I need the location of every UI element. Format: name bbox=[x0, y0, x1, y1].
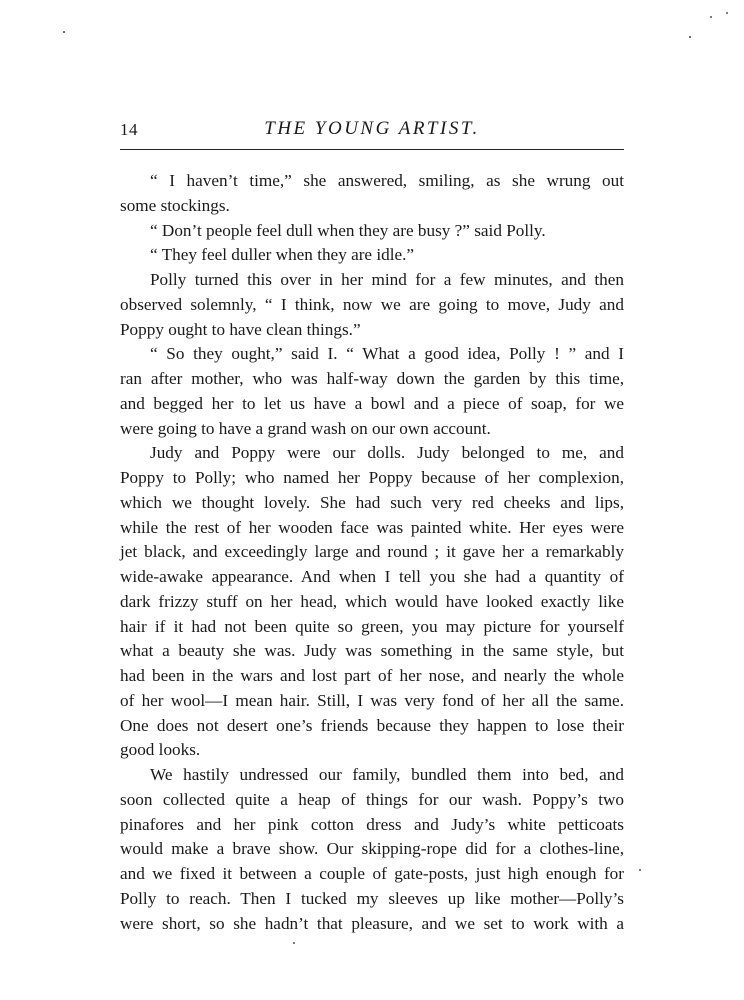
text-line: good looks. bbox=[120, 740, 201, 760]
scan-speck bbox=[293, 942, 295, 944]
text-line: hair if it had not been quite so green, you may picture for yourself bbox=[120, 616, 624, 636]
text-line: We hastily undressed our family, bundled them into bed, and bbox=[150, 765, 624, 784]
text-line: observed solemnly, “ I think, now we are going to move, Judy and bbox=[120, 294, 624, 314]
text-line: Poppy ought to have clean things.” bbox=[120, 319, 361, 339]
scan-speck bbox=[726, 12, 728, 14]
text-line: while the rest of her wooden face was painted white. Her eyes were bbox=[120, 517, 624, 537]
text-line: pinafores and her pink cotton dress and Judy’s white petticoats bbox=[120, 814, 624, 834]
text-line: were short, so she hadn’t that pleasure, and we set to work with a bbox=[120, 913, 624, 933]
body-text bbox=[120, 169, 624, 936]
text-line: some stockings. bbox=[120, 195, 230, 215]
text-line: “ They feel duller when they are idle.” bbox=[150, 245, 415, 265]
text-line: soon collected quite a heap of things for our wash. Poppy’s two bbox=[120, 789, 624, 809]
text-line: ran after mother, who was half-way down the garden by this time, bbox=[120, 369, 624, 388]
page-header bbox=[120, 116, 624, 150]
text-line: and we fixed it between a couple of gate-posts, just high enough for bbox=[120, 864, 624, 883]
text-line: “ So they ought,” said I. “ What a good idea, Polly ! ” and I bbox=[150, 344, 624, 364]
text-line: jet black, and exceedingly large and round ; it gave her a remarkably bbox=[120, 542, 624, 562]
page-number: 14 bbox=[120, 120, 138, 139]
text-line: “ I haven’t time,” she answered, smiling, as she wrung out bbox=[150, 171, 624, 190]
scan-speck bbox=[689, 36, 691, 38]
header-rule bbox=[120, 149, 624, 150]
text-line: Polly turned this over in her mind for a few minutes, and then bbox=[150, 270, 624, 289]
text-line: were going to have a grand wash on our own account. bbox=[120, 418, 491, 438]
text-line: and begged her to let us have a bowl and a piece of soap, for we bbox=[120, 393, 624, 413]
scan-speck bbox=[63, 31, 65, 33]
text-line: Judy and Poppy were our dolls. Judy belonged to me, and bbox=[150, 443, 624, 463]
text-line: had been in the wars and lost part of her nose, and nearly the whole bbox=[120, 666, 624, 685]
scan-speck bbox=[710, 16, 712, 18]
text-line: what a beauty she was. Judy was something in the same style, but bbox=[120, 641, 624, 661]
text-line: which we thought lovely. She had such very red cheeks and lips, bbox=[120, 492, 624, 512]
text-line: wide-awake appearance. And when I tell you she had a quantity of bbox=[120, 567, 624, 586]
running-title: THE YOUNG ARTIST. bbox=[264, 118, 480, 139]
text-line: Poppy to Polly; who named her Poppy because of her complexion, bbox=[120, 468, 624, 487]
text-line: One does not desert one’s friends because they happen to lose their bbox=[120, 715, 624, 735]
scan-speck bbox=[639, 869, 641, 871]
text-line: would make a brave show. Our skipping-rope did for a clothes-line, bbox=[120, 839, 624, 859]
text-line: Polly to reach. Then I tucked my sleeves up like mother—Polly’s bbox=[120, 888, 624, 908]
text-line: dark frizzy stuff on her head, which would have looked exactly like bbox=[120, 591, 624, 611]
text-line: “ Don’t people feel dull when they are busy ?” said Polly. bbox=[150, 220, 546, 240]
text-line: of her wool—I mean hair. Still, I was very fond of her all the same. bbox=[120, 690, 624, 710]
